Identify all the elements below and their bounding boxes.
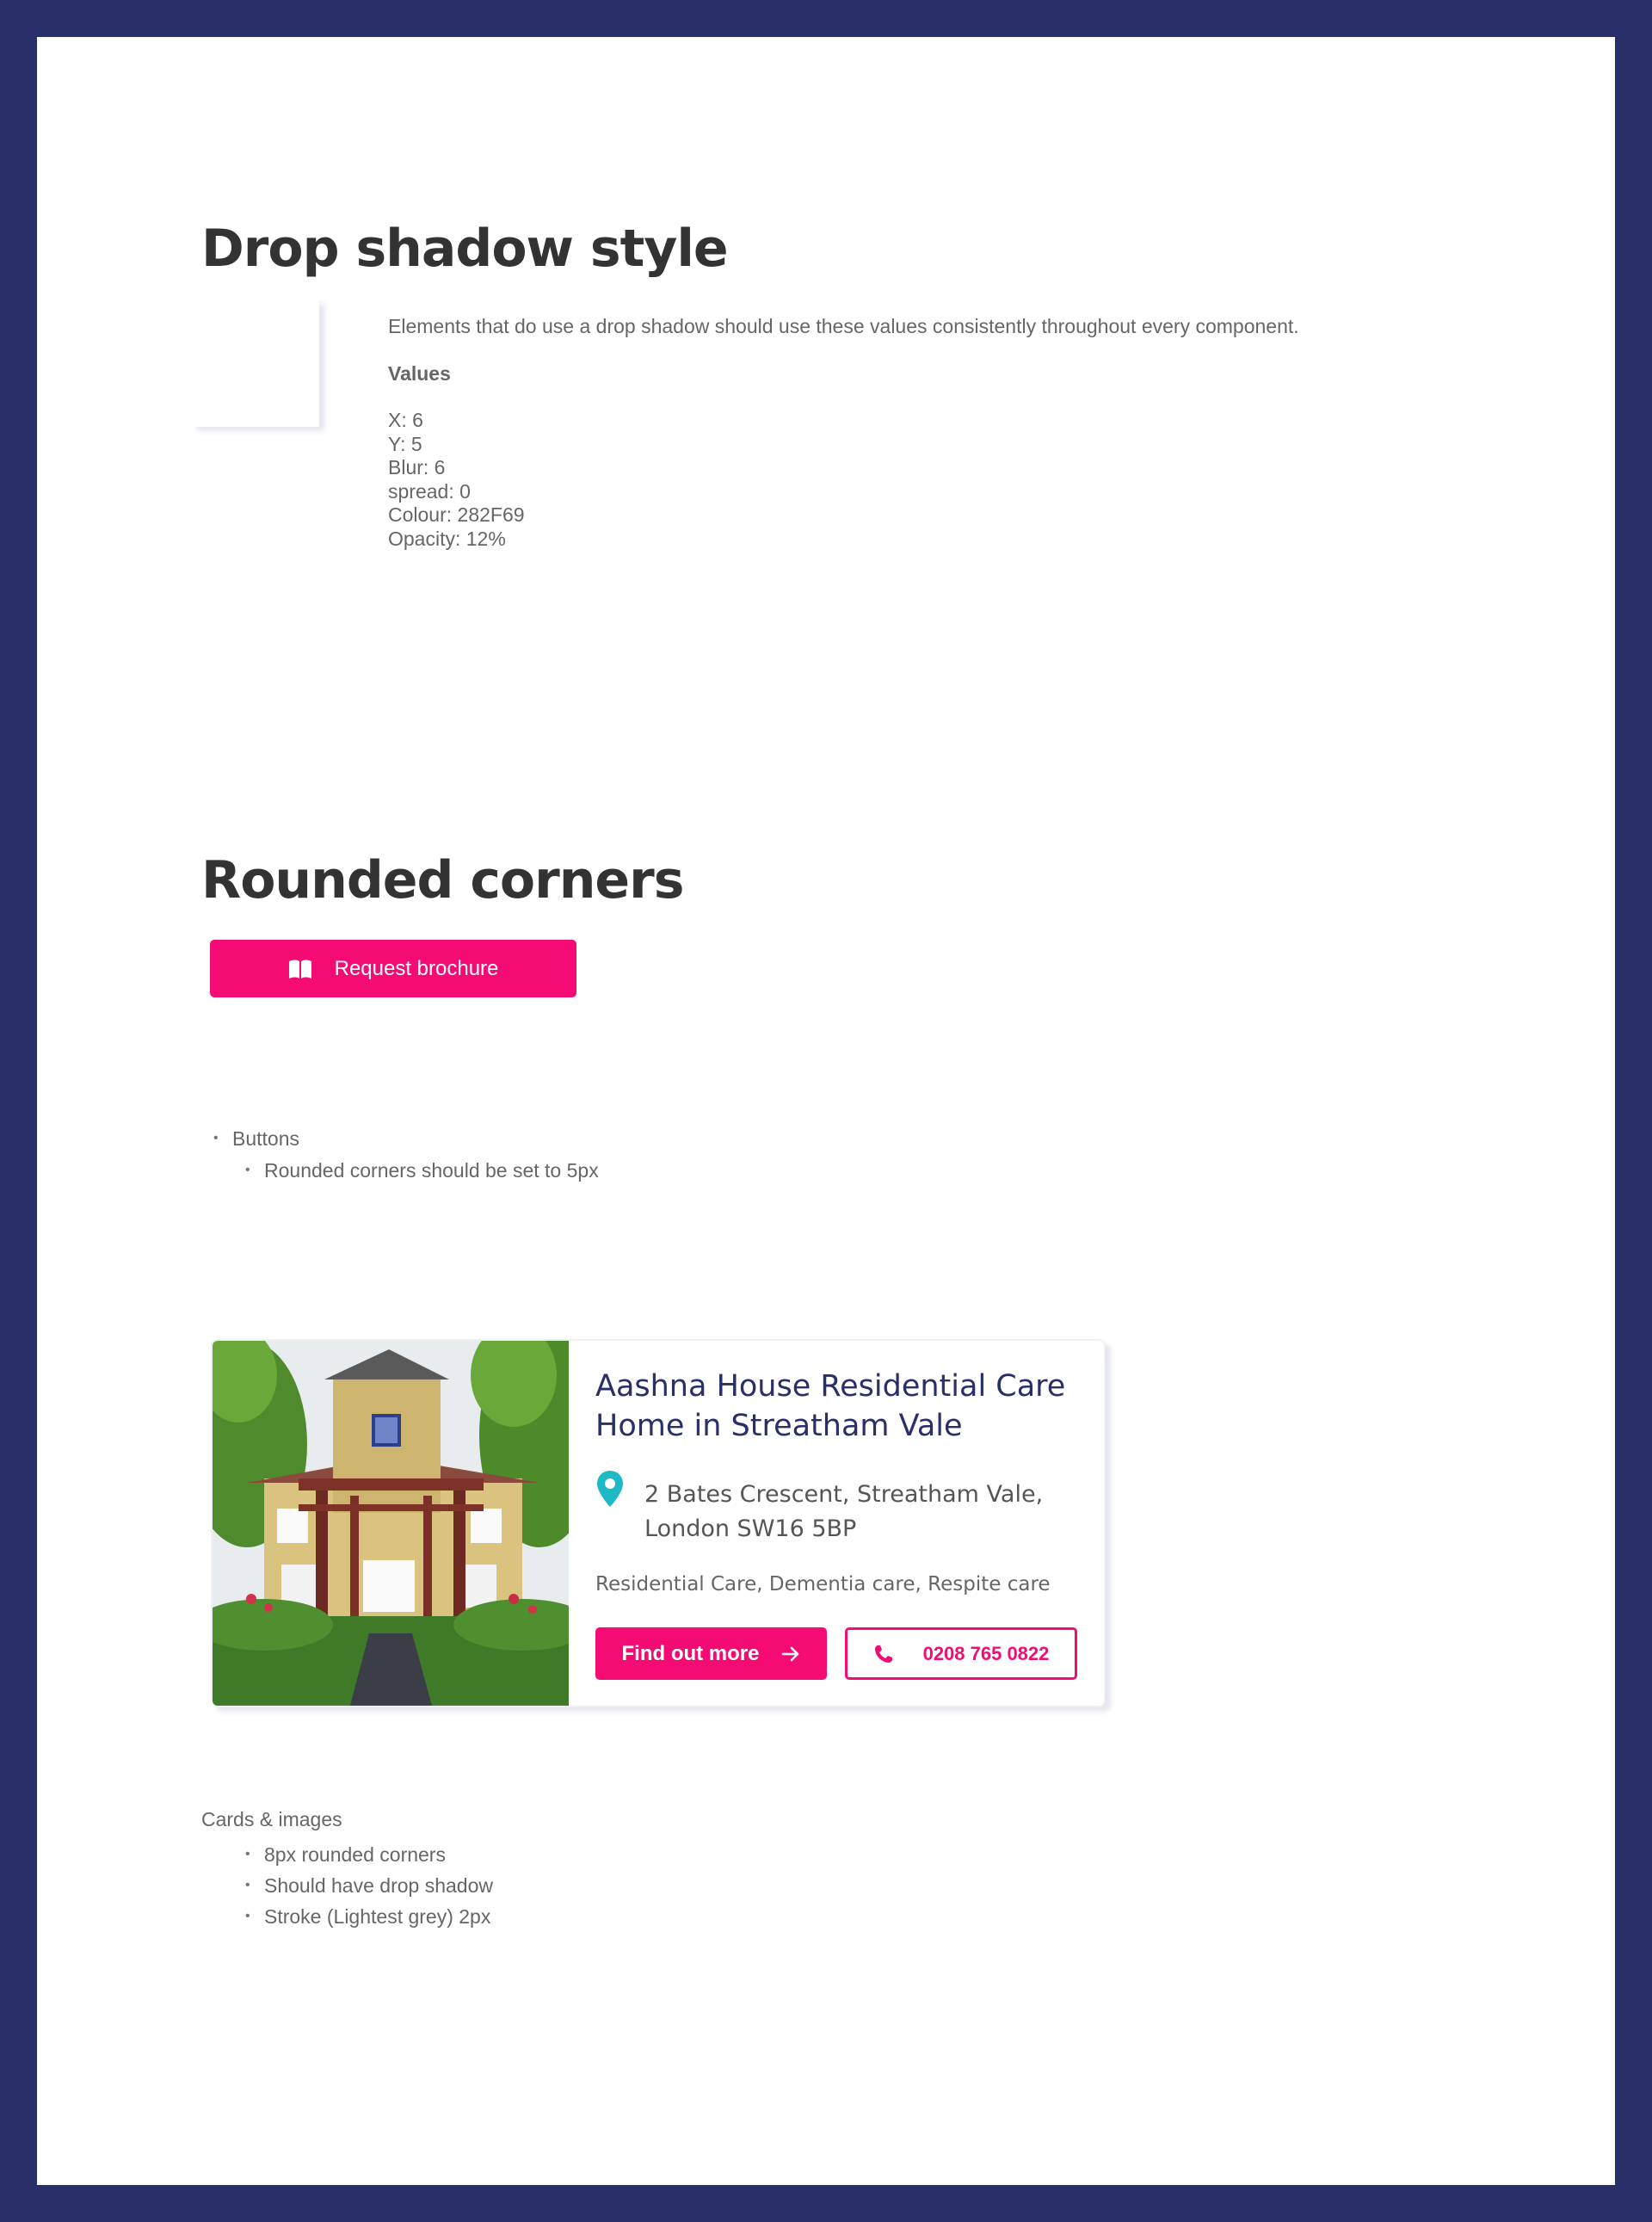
card-title[interactable]: Aashna House Residential Care Home in Streatham Vale xyxy=(595,1369,1066,1443)
card-services: Residential Care, Dementia care, Respite care xyxy=(595,1573,1051,1596)
list-item: • Should have drop shadow xyxy=(264,1870,493,1901)
drop-shadow-description: Elements that do use a drop shadow should use these values consistently throughout every component. xyxy=(388,315,1299,337)
value-spread: spread: 0 xyxy=(388,479,471,503)
book-icon xyxy=(288,959,312,979)
list-item: • Stroke (Lightest grey) 2px xyxy=(264,1901,493,1932)
request-brochure-label: Request brochure xyxy=(334,956,499,980)
care-home-photo xyxy=(213,1341,569,1706)
list-item: • 8px rounded corners xyxy=(264,1839,493,1870)
cards-images-heading: Cards & images xyxy=(201,1808,342,1830)
buttons-sub-notes xyxy=(264,1155,599,1186)
drop-shadow-heading: Drop shadow style xyxy=(201,219,728,279)
value-blur: Blur: 6 xyxy=(388,456,446,478)
cards-notes-list xyxy=(264,1839,493,1932)
list-item: • Buttons xyxy=(232,1123,299,1154)
buttons-notes xyxy=(232,1123,299,1154)
arrow-right-icon xyxy=(781,1645,800,1663)
find-out-more-button[interactable] xyxy=(595,1627,827,1680)
drop-shadow-swatch xyxy=(192,299,319,427)
values-list xyxy=(388,409,525,551)
phone-icon xyxy=(873,1644,894,1664)
list-item: • Rounded corners should be set to 5px xyxy=(264,1155,599,1186)
find-out-more-label: Find out more xyxy=(621,1641,760,1665)
request-brochure-button[interactable] xyxy=(210,940,576,997)
values-title: Values xyxy=(388,362,451,385)
card-address: 2 Bates Crescent, Streatham Vale, London SW16 5BP xyxy=(644,1481,1044,1542)
value-opacity: Opacity: 12% xyxy=(388,527,506,550)
care-home-card[interactable] xyxy=(211,1339,1106,1707)
rounded-corners-heading: Rounded corners xyxy=(201,850,684,910)
value-colour: Colour: 282F69 xyxy=(388,503,525,526)
phone-button[interactable] xyxy=(845,1627,1077,1680)
value-y: Y: 5 xyxy=(388,432,422,455)
phone-number: 0208 765 0822 xyxy=(922,1642,1050,1664)
value-x: X: 6 xyxy=(388,409,423,431)
style-guide-page xyxy=(37,37,1615,2185)
location-pin-icon xyxy=(595,1470,625,1508)
